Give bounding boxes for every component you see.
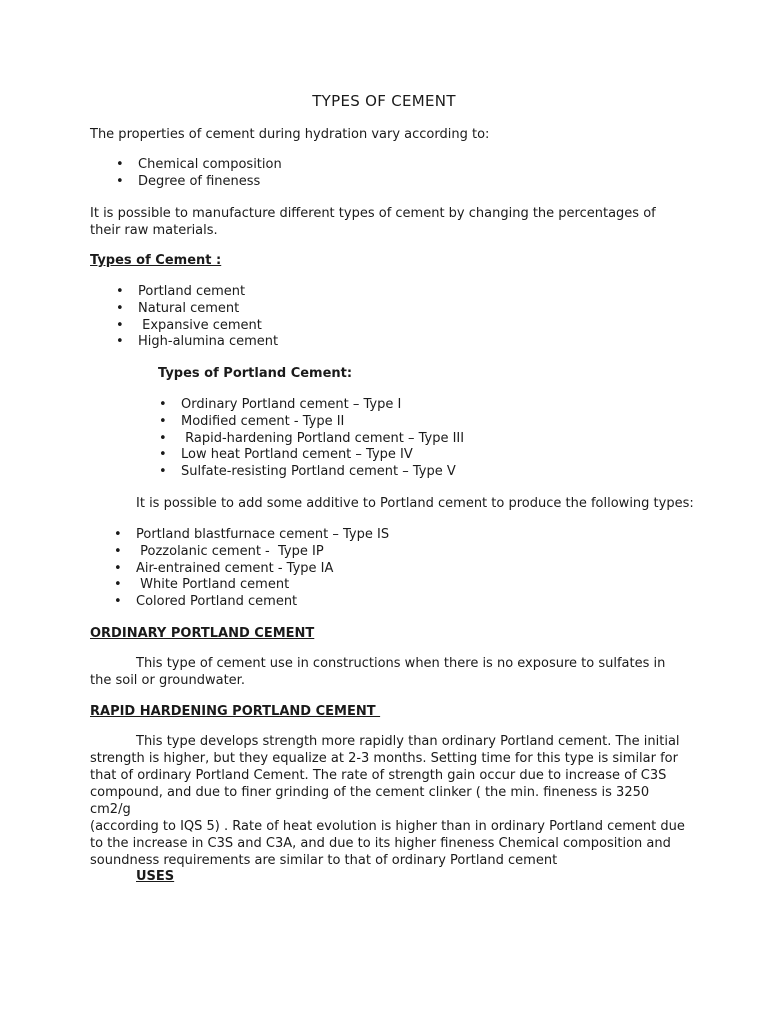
paragraph-line: soundness requirements are similar to that of ordinary Portland cement <box>90 853 558 868</box>
opc-heading: ORDINARY PORTLAND CEMENT <box>90 626 315 641</box>
list-item: • Sulfate-resisting Portland cement – Type V <box>181 464 464 481</box>
uses-heading: USES <box>136 869 175 884</box>
rapid-hardening-heading: RAPID HARDENING PORTLAND CEMENT <box>90 704 381 719</box>
paragraph-line: This type develops strength more rapidly than ordinary Portland cement. The initial <box>136 734 680 749</box>
list-item: • White Portland cement <box>136 577 389 594</box>
paragraph-line: that of ordinary Portland Cement. The rate of strength gain occur due to increase of C3S <box>90 768 667 783</box>
list-item: • Low heat Portland cement – Type IV <box>181 447 464 464</box>
types-list <box>138 284 278 351</box>
types-heading: Types of Cement : <box>90 253 222 268</box>
list-item: • Rapid-hardening Portland cement – Type III <box>181 431 464 448</box>
paragraph-line: compound, and due to finer grinding of the cement clinker ( the min. fineness is 3250 cm2/g <box>90 785 650 817</box>
list-item: • Portland cement <box>138 284 278 301</box>
properties-list <box>138 157 282 191</box>
page-title: TYPES OF CEMENT <box>312 92 456 110</box>
intro-text: The properties of cement during hydration vary according to: <box>90 127 490 142</box>
list-item: • High-alumina cement <box>138 334 278 351</box>
list-item: • Air-entrained cement - Type IA <box>136 561 389 578</box>
list-item: • Chemical composition <box>138 157 282 174</box>
list-item: • Modified cement - Type II <box>181 414 464 431</box>
list-item: • Expansive cement <box>138 318 278 335</box>
list-item: • Natural cement <box>138 301 278 318</box>
list-item: • Colored Portland cement <box>136 594 389 611</box>
portland-types-list <box>181 397 464 481</box>
paragraph-line: strength is higher, but they equalize at 2-3 months. Setting time for this type is similar for <box>90 751 678 766</box>
paragraph-line: (according to IQS 5) . Rate of heat evolution is higher than in ordinary Portland cement due <box>90 819 685 834</box>
rapid-hardening-text <box>90 733 690 869</box>
list-item: • Ordinary Portland cement – Type I <box>181 397 464 414</box>
list-item: • Portland blastfurnace cement – Type IS <box>136 527 389 544</box>
list-item: • Degree of fineness <box>138 174 282 191</box>
possible-text: It is possible to manufacture different types of cement by changing the percentages of their raw materials. <box>90 206 656 238</box>
opc-text: This type of cement use in constructions when there is no exposure to sulfates in the soil or groundwater. <box>90 656 666 688</box>
list-item: • Pozzolanic cement - Type IP <box>136 544 389 561</box>
portland-types-heading: Types of Portland Cement: <box>158 366 353 381</box>
additive-types-list <box>136 527 389 611</box>
additive-text: It is possible to add some additive to Portland cement to produce the following types: <box>136 496 694 511</box>
paragraph-line: to the increase in C3S and C3A, and due to its higher fineness Chemical composition and <box>90 836 671 851</box>
